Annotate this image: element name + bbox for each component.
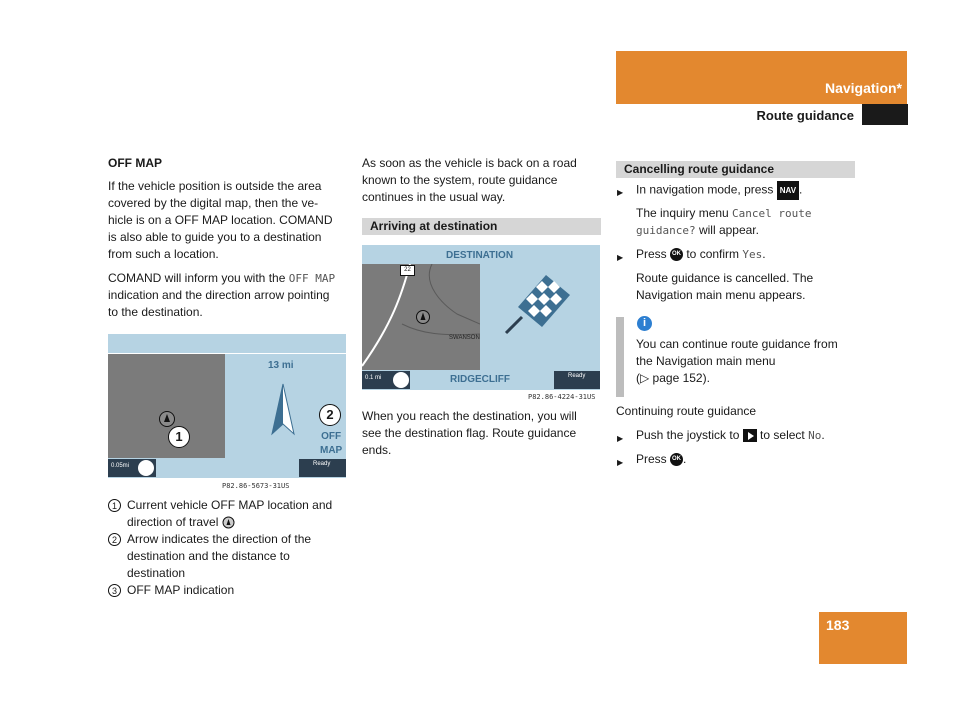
ready-box: Ready [299,459,346,477]
destination-flag-icon [502,271,572,335]
info-side-bar [616,317,624,397]
page-number: 183 [826,617,850,633]
arriving-bar: Arriving at destination [362,218,601,235]
result-paragraph: Route guidance is cancelled. The Navigation main menu appears. [636,271,814,302]
joystick-right-icon [743,429,757,442]
compass-icon [393,372,409,388]
comand-inform-paragraph: COMAND will inform you with the OFF MAP indication and the direction arrow pointing to the destination. [108,271,336,319]
destination-title: DESTINATION [446,250,514,261]
figure-id-1: P82.86-5673-31US [222,482,290,490]
subsection-title: Route guidance [756,108,854,123]
destination-screen [362,245,600,390]
legend-list [108,497,358,599]
vehicle-icon [222,516,235,529]
off-map-indication: OFF MAP [320,431,343,456]
legend-item-3: 3 OFF MAP indication [108,582,358,599]
distance-label: 13 mi [268,360,294,371]
compass-icon [138,460,154,476]
step-confirm: ▶ Press OK to confirm Yes. [636,246,766,263]
place-label: RIDGECLIFF [450,374,510,385]
scale-box: 0.05mi [108,459,156,477]
cancelling-bar: Cancelling route guidance [616,161,855,178]
ready-box: Ready [554,371,600,389]
status-bar [108,458,346,478]
step-press-ok: ▶ Press OK . [636,451,686,468]
info-icon: i [637,316,652,331]
off-map-heading: OFF MAP [108,156,162,170]
inquiry-paragraph: The inquiry menu Cancel route guidance? will appear. [636,206,812,237]
figure-id-2: P82.86-4224-31US [528,393,596,401]
ok-button-icon: OK [670,248,683,261]
callout-2: 2 [319,404,341,426]
off-map-paragraph: If the vehicle position is outside the area covered by the digital map, then the ve- hicle is on a OFF MAP location. COMAND is also able to guide you to a destination from such a location. [108,179,333,261]
ok-button-icon: OK [670,453,683,466]
info-paragraph: You can continue route guidance from the Navigation main menu (▷ page 152). [636,337,838,385]
page-number-tab [819,612,907,664]
destination-paragraph: When you reach the destination, you will see the destination flag. Route guidance ends. [362,409,577,457]
legend-item-1: 1 Current vehicle OFF MAP location and direction of travel [108,497,358,531]
continuing-heading: Continuing route guidance [616,404,757,418]
status-bar [362,370,600,390]
legend-item-2: 2 Arrow indicates the direction of the destination and the distance to destination [108,531,358,582]
road-number: 22 [400,265,415,276]
section-title: Navigation* [824,80,902,96]
off-map-screen [108,334,346,478]
step-joystick: ▶ Push the joystick to to select No. [636,427,825,444]
street-label: SWANSON [449,335,480,341]
map-area [108,354,225,458]
header-tab [616,51,907,104]
nav-button-icon: NAV [777,181,799,200]
callout-1: 1 [168,426,190,448]
direction-arrow-icon [268,382,298,436]
back-on-road-paragraph: As soon as the vehicle is back on a road known to the system, route guidance continues in the usual way. [362,156,577,204]
step-nav: ▶ In navigation mode, press NAV . [636,181,802,200]
vehicle-position-icon [415,309,431,325]
header-marker [862,104,908,125]
scale-box: 0.1 mi [362,371,410,389]
